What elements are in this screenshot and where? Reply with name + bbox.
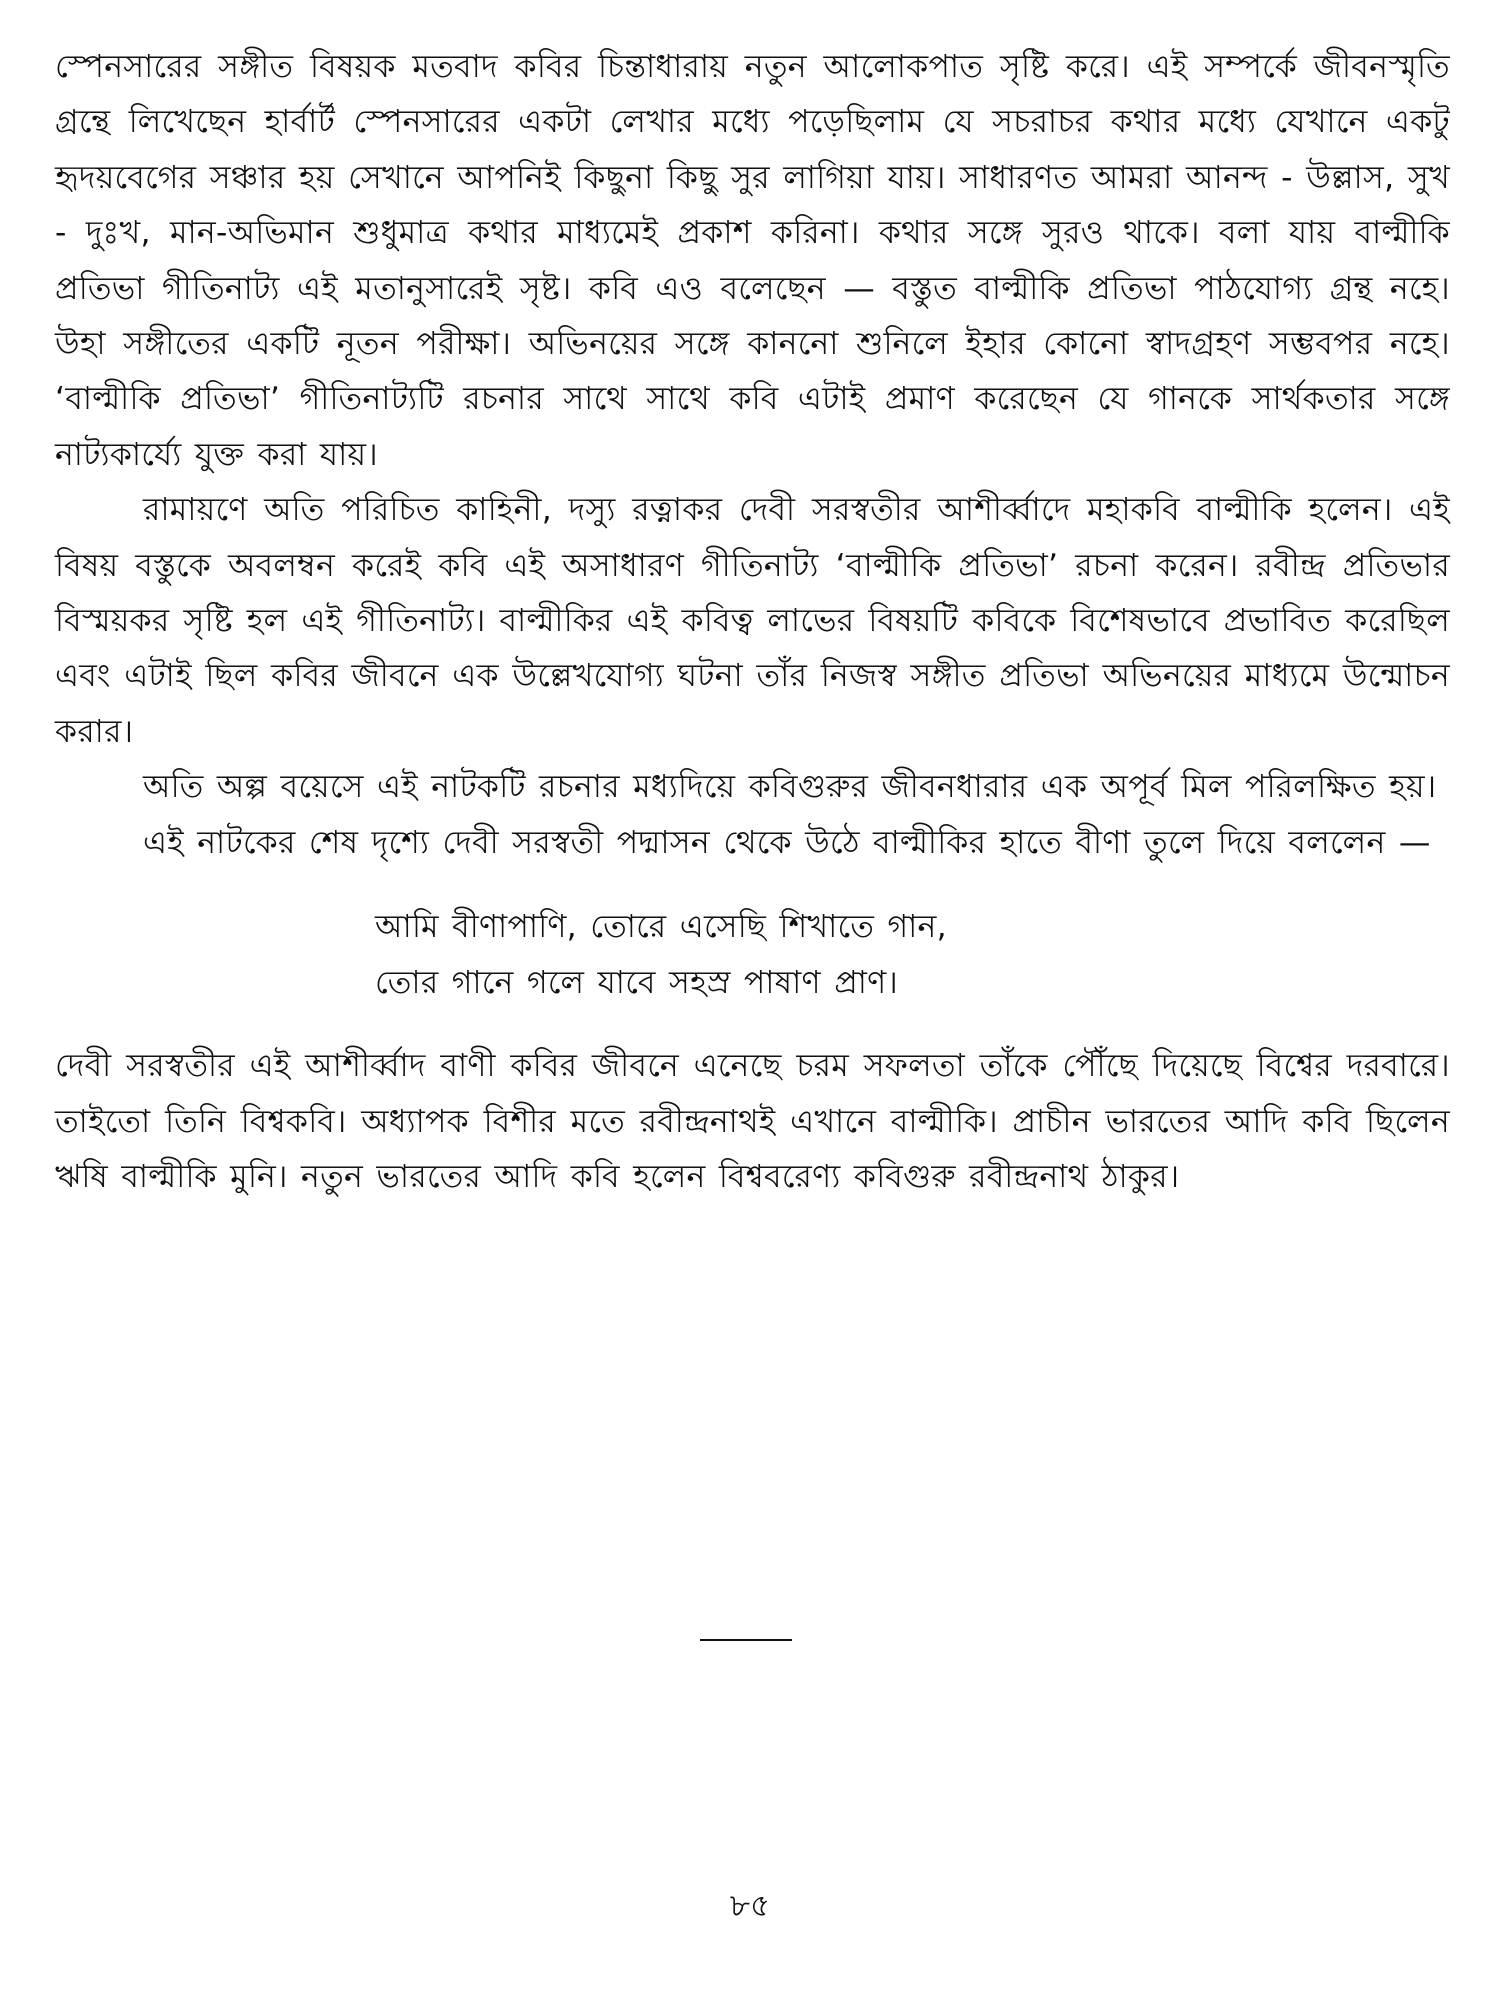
verse-line: তোর গানে গলে যাবে সহস্র পাষাণ প্রাণ। (375, 965, 899, 1002)
section-end-rule (700, 1639, 792, 1641)
paragraph-young-age: অতি অল্প বয়েসে এই নাটকটি রচনার মধ্যদিয়ে কবিগুরুর জীবনধারার এক অপূর্ব মিল পরিলক্ষিত হয়। (143, 769, 1437, 806)
verse-line: আমি বীণাপাণি, তোরে এসেছি শিখাতে গান, (375, 909, 947, 946)
page-body (55, 40, 1450, 1205)
page-number: ৮৫ (729, 1888, 771, 1924)
paragraph-spencer: স্পেনসারের সঙ্গীত বিষয়ক মতবাদ কবির চিন্তাধারায় নতুন আলোকপাত সৃষ্টি করে। এই সম্পর্কে জীবনস্মৃতি গ্রন্থে লিখেছেন হার্বার্ট স্পেনসারের একটা লেখার মধ্যে পড়েছিলাম যে সচরাচর কথার মধ্যে যেখানে একটু হৃদয়বেগের সঞ্চার হয় সেখানে আপনিই কিছুনা কিছু সুর লাগিয়া যায়। সাধারণত আমরা আনন্দ - উল্লাস, সুখ - দুঃখ, মান-অভিমান শুধুমাত্র কথার মাধ্যমেই প্রকাশ করিনা। কথার সঙ্গে সুরও থাকে। বলা যায় বাল্মীকি প্রতিভা গীতিনাট্য এই মতানুসারেই সৃষ্ট। কবি এও বলেছেন — বস্তুত বাল্মীকি প্রতিভা পাঠযোগ্য গ্রন্থ নহে। উহা সঙ্গীতের একটি নূতন পরীক্ষা। অভিনয়ের সঙ্গে কাননো শুনিলে ইহার কোনো স্বাদগ্রহণ সম্ভবপর নহে। ‘বাল্মীকি প্রতিভা’ গীতিনাট্যটি রচনার সাথে সাথে কবি এটাই প্রমাণ করেছেন যে গানকে সার্থকতার সঙ্গে নাট্যকার্য্যে যুক্ত করা যায়। (55, 49, 1450, 473)
paragraph-ramayana: রামায়ণে অতি পরিচিত কাহিনী, দস্যু রত্নাকর দেবী সরস্বতীর আশীর্ব্বাদে মহাকবি বাল্মীকি হলেন। এই বিষয় বস্তুকে অবলম্বন করেই কবি এই অসাধারণ গীতিনাট্য ‘বাল্মীকি প্রতিভা’ রচনা করেন। রবীন্দ্র প্রতিভার বিস্ময়কর সৃষ্টি হল এই গীতিনাট্য। বাল্মীকির এই কবিত্ব লাভের বিষয়টি কবিকে বিশেষভাবে প্রভাবিত করেছিল এবং এটাই ছিল কবির জীবনে এক উল্লেখযোগ্য ঘটনা তাঁর নিজস্ব সঙ্গীত প্রতিভা অভিনয়ের মাধ্যমে উন্মোচন করার। (55, 492, 1450, 750)
paragraph-closing: দেবী সরস্বতীর এই আশীর্ব্বাদ বাণী কবির জীবনে এনেছে চরম সফলতা তাঁকে পৌঁছে দিয়েছে বিশ্বের দরবারে। তাইতো তিনি বিশ্বকবি। অধ্যাপক বিশীর মতে রবীন্দ্রনাথই এখানে বাল্মীকি। প্রাচীন ভারতের আদি কবি ছিলেন ঋষি বাল্মীকি মুনি। নতুন ভারতের আদি কবি হলেন বিশ্ববরেণ্য কবিগুরু রবীন্দ্রনাথ ঠাকুর। (55, 1048, 1450, 1195)
paragraph-last-scene: এই নাটকের শেষ দৃশ্যে দেবী সরস্বতী পদ্মাসন থেকে উঠে বাল্মীকির হাতে বীণা তুলে দিয়ে বললেন — (143, 824, 1431, 861)
verse-quote (375, 899, 1450, 1011)
